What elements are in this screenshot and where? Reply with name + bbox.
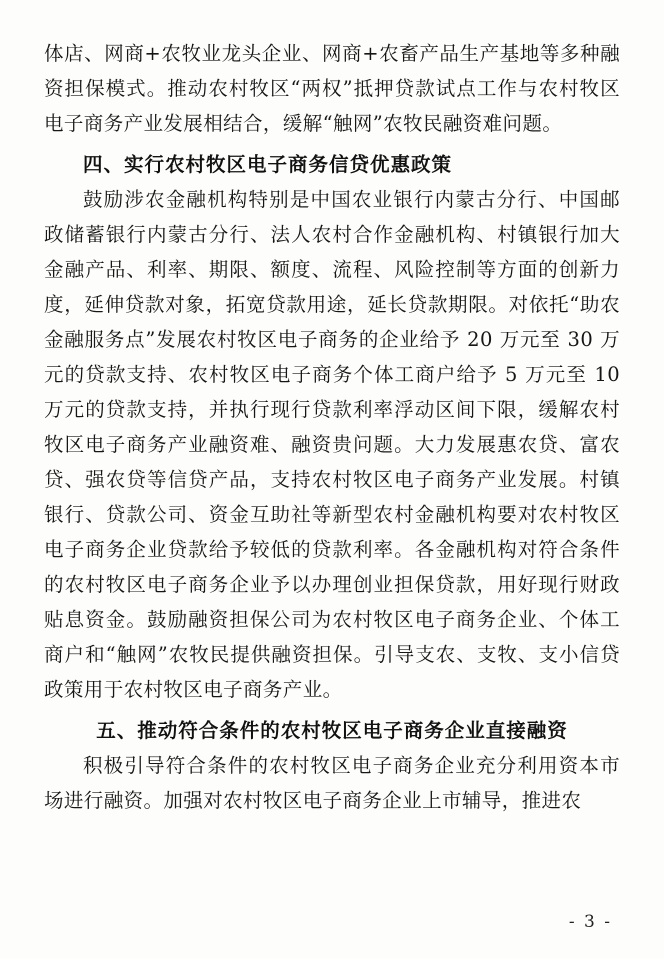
paragraph-credit-policy: 鼓励涉农金融机构特别是中国农业银行内蒙古分行、中国邮政储蓄银行内蒙古分行、法人农村合作金融机构、村镇银行加大金融产品、利率、期限、额度、流程、风险控制等方面的创新力度，延伸贷款对象，拓宽贷款用途，延长贷款期限。对依托“助农金融服务点”发展农村牧区电子商务的企业给予 20 万元至 30 万元的贷款支持、农村牧区电子商务个体工商户给予 5 万元至 10 万元的贷款支持，并执行现行贷款利率浮动区间下限，缓解农村牧区电子商务产业融资难、融资贵问题。大力发展惠农贷、富农贷、强农贷等信贷产品，支持农村牧区电子商务产业发展。村镇银行、贷款公司、资金互助社等新型农村金融机构要对农村牧区电子商务企业贷款给予较低的贷款利率。各金融机构对符合条件的农村牧区电子商务企业予以办理创业担保贷款，用好现行财政贴息资金。鼓励融资担保公司为农村牧区电子商务企业、个体工商户和“触网”农牧民提供融资担保。引导支农、支牧、支小信贷政策用于农村牧区电子商务产业。: [44, 188, 620, 701]
section-heading-five: 五、推动符合条件的农村牧区电子商务企业直接融资: [96, 719, 568, 742]
section-heading-four: 四、实行农村牧区电子商务信贷优惠政策: [83, 153, 453, 176]
paragraph-continued: 体店、网商+农牧业龙头企业、网商+农畜产品生产基地等多种融资担保模式。推动农村牧区“两权”抵押贷款试点工作与农村牧区电子商务产业发展相结合，缓解“触网”农牧民融资难问题。: [44, 42, 620, 135]
page-number: - 3 -: [568, 912, 612, 932]
paragraph-direct-financing: 积极引导符合条件的农村牧区电子商务企业充分利用资本市场进行融资。加强对农村牧区电子商务企业上市辅导，推进农: [44, 754, 620, 812]
document-body: [44, 36, 620, 818]
